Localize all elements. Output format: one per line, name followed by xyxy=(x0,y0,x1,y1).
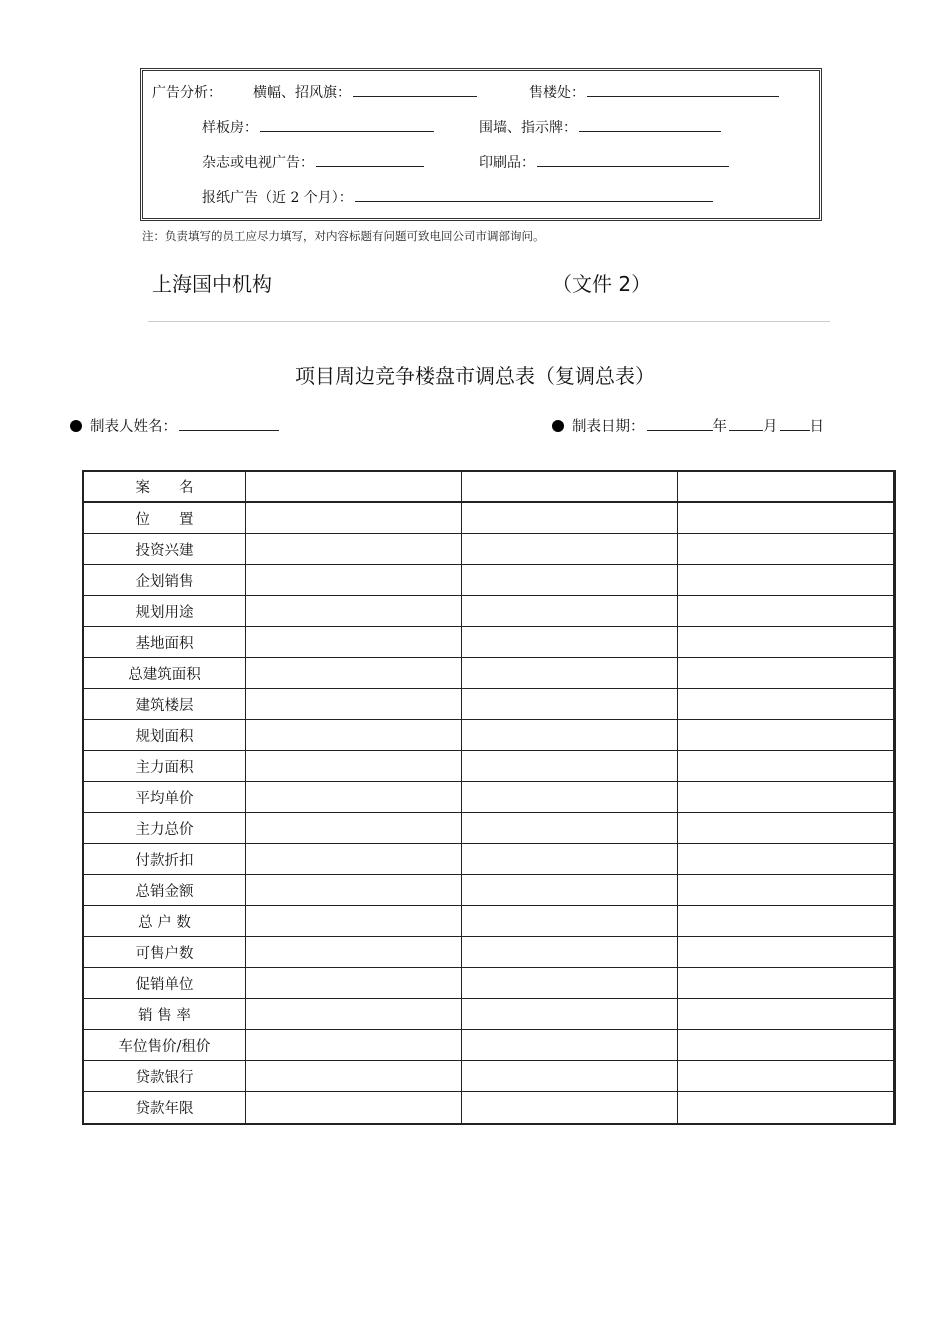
row-label: 可售户数 xyxy=(84,937,246,968)
table-cell[interactable] xyxy=(678,906,894,937)
magazine-tv-label: 杂志或电视广告： xyxy=(202,155,314,171)
table-row xyxy=(84,658,894,689)
table-cell[interactable] xyxy=(246,720,462,751)
date-field-group xyxy=(552,415,824,436)
table-cell[interactable] xyxy=(462,1061,678,1092)
row-label: 贷款银行 xyxy=(84,1061,246,1092)
table-cell[interactable] xyxy=(462,999,678,1030)
table-cell[interactable] xyxy=(246,1030,462,1061)
table-cell[interactable] xyxy=(678,472,894,503)
row-label: 规划用途 xyxy=(84,596,246,627)
table-cell[interactable] xyxy=(678,968,894,999)
table-cell[interactable] xyxy=(462,658,678,689)
table-cell[interactable] xyxy=(462,596,678,627)
newspaper-field[interactable] xyxy=(355,189,713,202)
table-cell[interactable] xyxy=(462,875,678,906)
fence-signs-field[interactable] xyxy=(579,119,721,132)
table-cell[interactable] xyxy=(462,689,678,720)
table-cell[interactable] xyxy=(246,689,462,720)
table-row xyxy=(84,503,894,534)
table-cell[interactable] xyxy=(246,782,462,813)
date-day-label: 日 xyxy=(809,419,824,435)
date-month-label: 月 xyxy=(763,419,778,435)
survey-table xyxy=(82,470,896,1125)
table-cell[interactable] xyxy=(462,968,678,999)
table-cell[interactable] xyxy=(678,565,894,596)
preparer-name-field[interactable] xyxy=(179,418,279,431)
table-cell[interactable] xyxy=(462,1030,678,1061)
row-label: 车位售价/租价 xyxy=(84,1030,246,1061)
table-row xyxy=(84,844,894,875)
table-cell[interactable] xyxy=(246,844,462,875)
sales-office-label: 售楼处： xyxy=(529,85,585,101)
table-row xyxy=(84,720,894,751)
table-cell[interactable] xyxy=(678,782,894,813)
table-cell[interactable] xyxy=(678,534,894,565)
printed-label: 印刷品： xyxy=(479,155,535,171)
row-label: 主力面积 xyxy=(84,751,246,782)
bullet-icon xyxy=(70,420,82,432)
table-cell[interactable] xyxy=(678,596,894,627)
table-cell[interactable] xyxy=(678,720,894,751)
magazine-tv-field[interactable] xyxy=(316,154,424,167)
table-row xyxy=(84,1092,894,1123)
date-year-field[interactable] xyxy=(647,418,713,431)
table-cell[interactable] xyxy=(246,565,462,596)
table-cell[interactable] xyxy=(462,906,678,937)
table-cell[interactable] xyxy=(462,627,678,658)
note-text: 注：负责填写的员工应尽力填写，对内容标题有问题可致电回公司市调部询问。 xyxy=(142,229,545,243)
table-cell[interactable] xyxy=(462,844,678,875)
table-cell[interactable] xyxy=(678,503,894,534)
advertising-analysis-box xyxy=(140,68,822,221)
table-cell[interactable] xyxy=(678,844,894,875)
row-label: 位 置 xyxy=(84,503,246,534)
row-label: 贷款年限 xyxy=(84,1092,246,1123)
table-cell[interactable] xyxy=(462,751,678,782)
table-row xyxy=(84,782,894,813)
row-label: 案 名 xyxy=(84,472,246,503)
printed-field[interactable] xyxy=(537,154,729,167)
row-label: 平均单价 xyxy=(84,782,246,813)
table-cell[interactable] xyxy=(246,658,462,689)
row-label: 总建筑面积 xyxy=(84,658,246,689)
organization-name: 上海国中机构 xyxy=(152,272,272,296)
newspaper-label: 报纸广告（近 2 个月）： xyxy=(202,190,353,206)
model-house-label: 样板房： xyxy=(202,120,258,136)
page-title: 项目周边竞争楼盘市调总表（复调总表） xyxy=(295,364,655,388)
date-day-field[interactable] xyxy=(780,418,810,431)
table-cell[interactable] xyxy=(462,472,678,503)
sales-office-field[interactable] xyxy=(587,84,779,97)
table-cell[interactable] xyxy=(678,627,894,658)
table-cell[interactable] xyxy=(246,875,462,906)
banner-label: 横幅、招风旗： xyxy=(253,85,351,101)
row-label: 付款折扣 xyxy=(84,844,246,875)
model-house-field[interactable] xyxy=(260,119,434,132)
table-cell[interactable] xyxy=(678,875,894,906)
banner-field[interactable] xyxy=(353,84,477,97)
table-cell[interactable] xyxy=(246,596,462,627)
preparer-label: 制表人姓名： xyxy=(90,419,177,435)
row-label: 总 户 数 xyxy=(84,906,246,937)
row-label: 企划销售 xyxy=(84,565,246,596)
table-cell[interactable] xyxy=(678,689,894,720)
table-cell[interactable] xyxy=(246,1061,462,1092)
table-cell[interactable] xyxy=(462,937,678,968)
table-row xyxy=(84,968,894,999)
divider xyxy=(148,321,830,322)
row-label: 建筑楼层 xyxy=(84,689,246,720)
table-row xyxy=(84,627,894,658)
table-cell[interactable] xyxy=(246,534,462,565)
table-cell[interactable] xyxy=(246,937,462,968)
table-row xyxy=(84,751,894,782)
table-row xyxy=(84,1030,894,1061)
table-cell[interactable] xyxy=(246,1092,462,1123)
table-cell[interactable] xyxy=(246,813,462,844)
table-cell[interactable] xyxy=(462,813,678,844)
row-label: 总销金额 xyxy=(84,875,246,906)
table-row xyxy=(84,565,894,596)
table-row xyxy=(84,689,894,720)
table-cell[interactable] xyxy=(246,472,462,503)
table-cell[interactable] xyxy=(246,968,462,999)
row-label: 促销单位 xyxy=(84,968,246,999)
table-cell[interactable] xyxy=(462,720,678,751)
table-cell[interactable] xyxy=(678,937,894,968)
table-cell[interactable] xyxy=(678,1030,894,1061)
file-number: （文件 2） xyxy=(552,272,652,296)
table-cell[interactable] xyxy=(246,503,462,534)
row-label: 投资兴建 xyxy=(84,534,246,565)
table-row xyxy=(84,1061,894,1092)
row-label: 销 售 率 xyxy=(84,999,246,1030)
preparer-field-group xyxy=(70,415,279,436)
table-cell[interactable] xyxy=(678,751,894,782)
row-label: 规划面积 xyxy=(84,720,246,751)
row-label: 主力总价 xyxy=(84,813,246,844)
table-cell[interactable] xyxy=(246,751,462,782)
table-cell[interactable] xyxy=(246,906,462,937)
table-row xyxy=(84,534,894,565)
date-month-field[interactable] xyxy=(729,418,763,431)
fence-signs-label: 围墙、指示牌： xyxy=(479,120,577,136)
table-cell[interactable] xyxy=(462,1092,678,1123)
date-label: 制表日期： xyxy=(572,419,645,435)
table-cell[interactable] xyxy=(246,627,462,658)
ad-analysis-label: 广告分析： xyxy=(152,85,222,101)
table-cell[interactable] xyxy=(462,534,678,565)
table-row xyxy=(84,596,894,627)
table-cell[interactable] xyxy=(678,999,894,1030)
table-row xyxy=(84,999,894,1030)
table-row xyxy=(84,906,894,937)
table-row xyxy=(84,875,894,906)
row-label: 基地面积 xyxy=(84,627,246,658)
table-cell[interactable] xyxy=(462,565,678,596)
table-row xyxy=(84,472,894,503)
table-cell[interactable] xyxy=(462,503,678,534)
table-cell[interactable] xyxy=(678,1061,894,1092)
table-cell[interactable] xyxy=(678,1092,894,1123)
table-row xyxy=(84,937,894,968)
table-cell[interactable] xyxy=(246,999,462,1030)
table-cell[interactable] xyxy=(678,658,894,689)
table-cell[interactable] xyxy=(462,782,678,813)
bullet-icon xyxy=(552,420,564,432)
table-cell[interactable] xyxy=(678,813,894,844)
table-row xyxy=(84,813,894,844)
date-year-label: 年 xyxy=(712,419,727,435)
